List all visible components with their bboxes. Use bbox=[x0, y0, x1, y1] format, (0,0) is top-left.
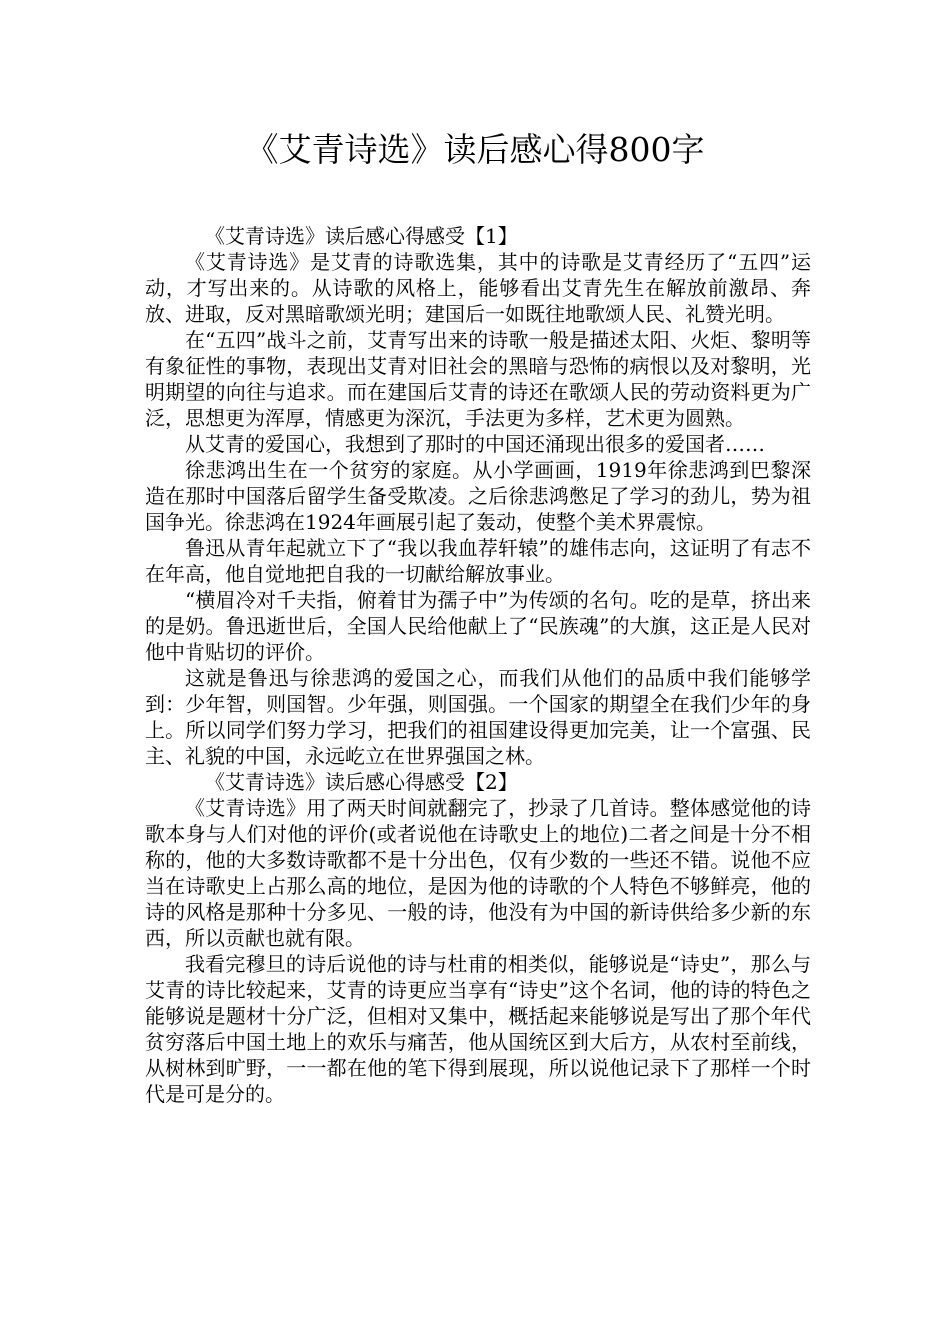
paragraph: 鲁迅从青年起就立下了“我以我血荐轩辕”的雄伟志向，这证明了有志不在年高，他自觉地把自我的一切献给解放事业。 bbox=[145, 536, 811, 586]
section-heading: 《艾青诗选》读后感心得感受【1】 bbox=[205, 224, 518, 248]
paragraph: 这就是鲁迅与徐悲鸿的爱国之心，而我们从他们的品质中我们能够学到：少年智，则国智。少年强，则国强。一个国家的期望全在我们少年的身上。所以同学们努力学习，把我们的祖国建设得更加完美，让一个富强、民主、礼貌的中国，永远屹立在世界强国之林。 bbox=[145, 666, 811, 768]
document-title: 《艾青诗选》读后感心得800字 bbox=[245, 130, 705, 169]
section-heading: 《艾青诗选》读后感心得感受【2】 bbox=[205, 770, 518, 794]
paragraph: 《艾青诗选》用了两天时间就翻完了，抄录了几首诗。整体感觉他的诗歌本身与人们对他的评价(或者说他在诗歌史上的地位)二者之间是十分不相称的，他的大多数诗歌都不是十分出色，仅有少数的一些还不错。说他不应当在诗歌史上占那么高的地位，是因为他的诗歌的个人特色不够鲜亮，他的诗的风格是那种十分多见、一般的诗，他没有为中国的新诗供给多少新的东西，所以贡献也就有限。 bbox=[145, 796, 811, 950]
paragraph: 《艾青诗选》是艾青的诗歌选集，其中的诗歌是艾青经历了“五四”运动，才写出来的。从诗歌的风格上，能够看出艾青先生在解放前激昂、奔放、进取，反对黑暗歌颂光明；建国后一如既往地歌颂人民、礼赞光明。 bbox=[145, 250, 811, 326]
paragraph: 在“五四”战斗之前，艾青写出来的诗歌一般是描述太阳、火炬、黎明等有象征性的事物，表现出艾青对旧社会的黑暗与恐怖的病恨以及对黎明，光明期望的向往与追求。而在建国后艾青的诗还在歌颂人民的劳动资料更为广泛，思想更为浑厚，情感更为深沉，手法更为多样，艺术更为圆熟。 bbox=[145, 328, 811, 430]
paragraph: 徐悲鸿出生在一个贫穷的家庭。从小学画画，1919年徐悲鸿到巴黎深造在那时中国落后留学生备受欺凌。之后徐悲鸿憋足了学习的劲儿，势为祖国争光。徐悲鸿在1924年画展引起了轰动，使整个美术界震惊。 bbox=[145, 458, 811, 534]
paragraph: 从艾青的爱国心，我想到了那时的中国还涌现出很多的爱国者…… bbox=[185, 432, 765, 456]
paragraph: “横眉冷对千夫指，俯着甘为孺子中”为传颂的名句。吃的是草，挤出来的是奶。鲁迅逝世后，全国人民给他献上了“民族魂”的大旗，这正是人民对他中肯贴切的评价。 bbox=[145, 588, 811, 664]
paragraph: 我看完穆旦的诗后说他的诗与杜甫的相类似，能够说是“诗史”，那么与艾青的诗比较起来，艾青的诗更应当享有“诗史”这个名词，他的诗的特色之能够说是题材十分广泛，但相对又集中，概括起来能够说是写出了那个年代贫穷落后中国土地上的欢乐与痛苦，他从国统区到大后方，从农村至前线，从树林到旷野，一一都在他的笔下得到展现，所以说他记录下了那样一个时代是可是分的。 bbox=[145, 952, 811, 1106]
document-body bbox=[145, 223, 811, 1107]
